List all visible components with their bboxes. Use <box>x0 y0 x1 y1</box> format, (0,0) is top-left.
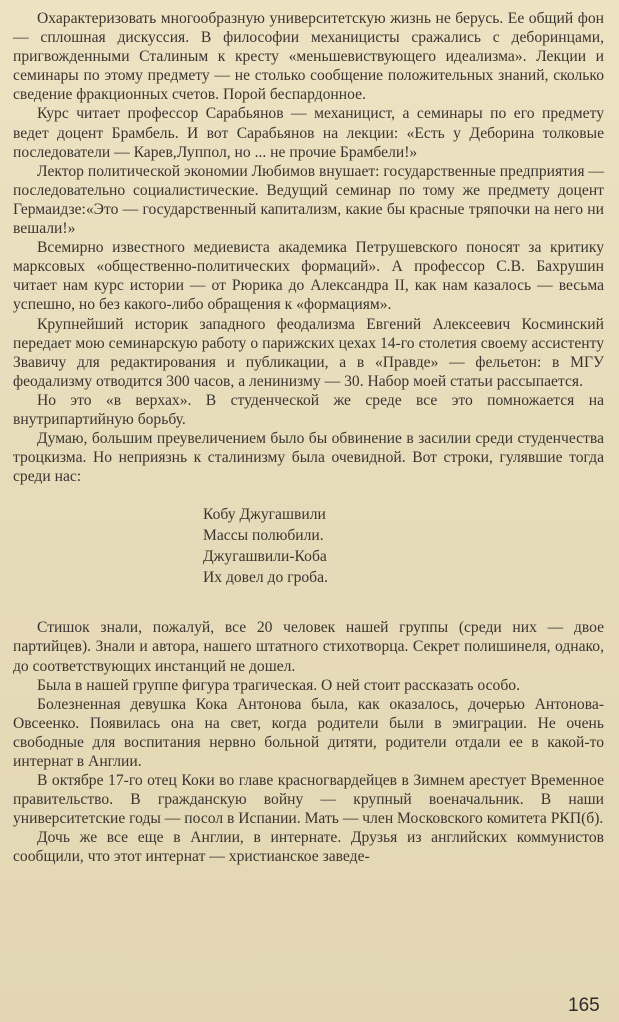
paragraph: Охарактеризовать многообразную университетскую жизнь не берусь. Ее общий фон — сплошная дискуссия. В философии механицисты сражались с деборинцами, пригвожденными Сталиным к кресту «меньшевиствующего идеализма». Лекции и семинары по этому предмету — не столько сообщение положительных знаний, сколько сведение фракционных счетов. Порой беспардонное. <box>13 10 604 104</box>
paragraph: Курс читает профессор Сарабьянов — механицист, а семинары по его предмету ведет доцент Брамбель. И вот Сарабьянов на лекции: «Есть у Деборина толковые последователи — Карев,Луппол, но ... не прочие Брамбели!» <box>13 105 604 161</box>
poem-line: Их довел до гроба. <box>203 569 328 587</box>
poem <box>13 504 604 588</box>
poem-line: Джугашвили-Коба <box>203 548 327 566</box>
poem-spacer <box>13 588 604 618</box>
paragraph: Была в нашей группе фигура трагическая. О ней стоит рассказать особо. <box>37 676 520 694</box>
poem-line: Кобу Джугашвили <box>203 506 326 524</box>
page-number: 165 <box>568 995 600 1016</box>
paragraph: В октябре 17-го отец Коки во главе красногвардейцев в Зимнем арестует Временное правительство. В гражданскую войну — крупный военачальник. В наши университетские годы — посол в Испании. Мать — член Московского комитета РКП(б). <box>13 772 604 828</box>
paragraph: Крупнейший историк западного феодализма Евгений Алексеевич Косминский передает мою семинарскую работу о парижских цехах 14-го столетия своему ассистенту Звавичу для редактирования и публикации, а в «Правде» — фельетон: в МГУ феодализму отводится 300 часов, а ленинизму — 30. Набор моей статьи рассыпается. <box>13 315 604 390</box>
paragraph: Лектор политической экономии Любимов внушает: государственные предприятия — последовательно социалистические. Ведущий семинар по тому же предмету доцент Гермаидзе:«Это — государственный капитализм, какие бы красные тряпочки на него ни вешали!» <box>13 162 604 238</box>
paragraph: Дочь же все еще в Англии, в интернате. Друзья из английских коммунистов сообщили, что этот интернат — христианское заведе- <box>13 829 604 866</box>
poem-line: Массы полюбили. <box>203 527 324 545</box>
page-text <box>13 9 604 867</box>
paragraph: Но это «в верхах». В студенческой же среде все это помножается на внутрипартийную борьбу. <box>13 391 604 428</box>
paragraph: Стишок знали, пожалуй, все 20 человек нашей группы (среди них — двое партийцев). Знали и автора, нашего штатного стихотворца. Секрет полишинеля, однако, до соответствующих инстанций не дошел. <box>13 619 604 675</box>
paragraph: Всемирно известного медиевиста академика Петрушевского поносят за критику марксовых «общественно-политических формаций». А профессор С.В. Бахрушин читает нам курс истории — от Рюрика до Александра II, как нам казалось — весьма успешно, но без какого-либо обращения к «формациям». <box>13 239 604 314</box>
paragraph: Думаю, большим преувеличением было бы обвинение в засилии среди студенчества троцкизма. Но неприязнь к сталинизму была очевидной. Вот строки, гулявшие тогда среди нас: <box>13 430 604 486</box>
paragraph: Болезненная девушка Кока Антонова была, как оказалось, дочерью Антонова-Овсеенко. Появилась она на свет, когда родители были в эмиграции. Не очень свободные для воспитания нервно больной дитяти, родители отдали ее в какой-то интернат в Англии. <box>13 695 604 770</box>
